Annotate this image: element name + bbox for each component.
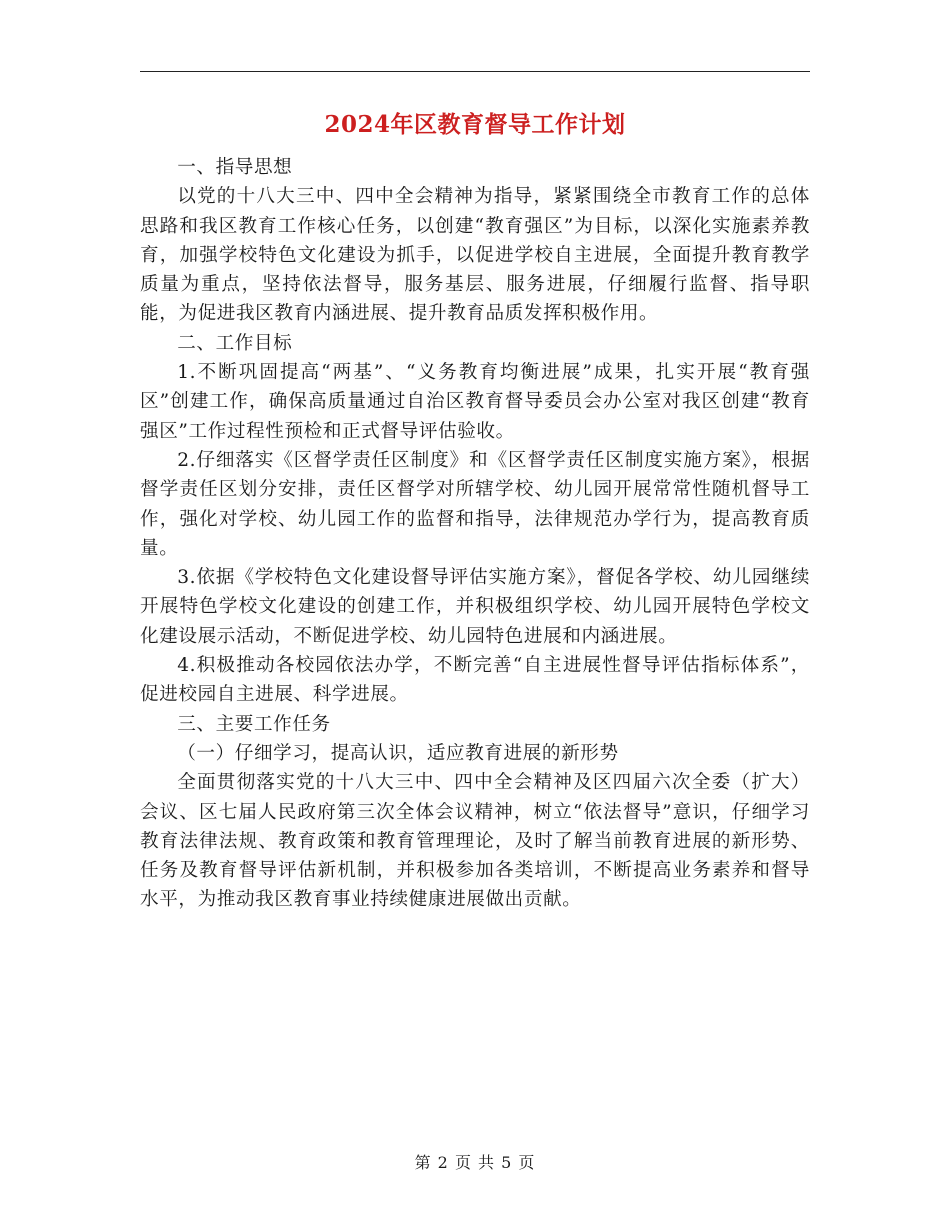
body-paragraph: 以党的十八大三中、四中全会精神为指导，紧紧围绕全市教育工作的总体思路和我区教育工作核心任务，以创建“教育强区”为目标，以深化实施素养教育，加强学校特色文化建设为抓手，以促进学校自主进展，全面提升教育教学质量为重点，坚持依法督导，服务基层、服务进展，仔细履行监督、指导职能，为促进我区教育内涵进展、提升教育品质发挥积极作用。 [140, 186, 810, 325]
header-rule [140, 71, 810, 72]
subsection-heading: （一）仔细学习，提高认识，适应教育进展的新形势 [177, 742, 619, 764]
section-heading: 二、工作目标 [177, 332, 293, 354]
body-paragraph: 4.积极推动各校园依法办学，不断完善“自主进展性督导评估指标体系”，促进校园自主进展、科学进展。 [140, 655, 810, 706]
section-heading: 一、指导思想 [177, 157, 293, 178]
document-title: 2024年区教育督导工作计划 [324, 111, 626, 138]
document-body [140, 153, 810, 915]
page-number-footer: 第 2 页 共 5 页 [414, 1153, 536, 1172]
body-paragraph: 1.不断巩固提高“两基”、“义务教育均衡进展”成果，扎实开展“教育强区”创建工作，确保高质量通过自治区教育督导委员会办公室对我区创建“教育强区”工作过程性预检和正式督导评估验收。 [140, 362, 810, 442]
body-paragraph: 2.仔细落实《区督学责任区制度》和《区督学责任区制度实施方案》，根据督学责任区划分安排，责任区督学对所辖学校、幼儿园开展常常性随机督导工作，强化对学校、幼儿园工作的监督和指导，法律规范办学行为，提高教育质量。 [140, 449, 810, 559]
section-heading: 三、主要工作任务 [177, 713, 331, 735]
body-paragraph: 全面贯彻落实党的十八大三中、四中全会精神及区四届六次全委（扩大）会议、区七届人民政府第三次全体会议精神，树立“依法督导”意识，仔细学习教育法律法规、教育政策和教育管理理论，及时了解当前教育进展的新形势、任务及教育督导评估新机制，并积极参加各类培训，不断提高业务素养和督导水平，为推动我区教育事业持续健康进展做出贡献。 [140, 772, 810, 911]
body-paragraph: 3.依据《学校特色文化建设督导评估实施方案》，督促各学校、幼儿园继续开展特色学校文化建设的创建工作，并积极组织学校、幼儿园开展特色学校文化建设展示活动，不断促进学校、幼儿园特色进展和内涵进展。 [140, 567, 810, 647]
